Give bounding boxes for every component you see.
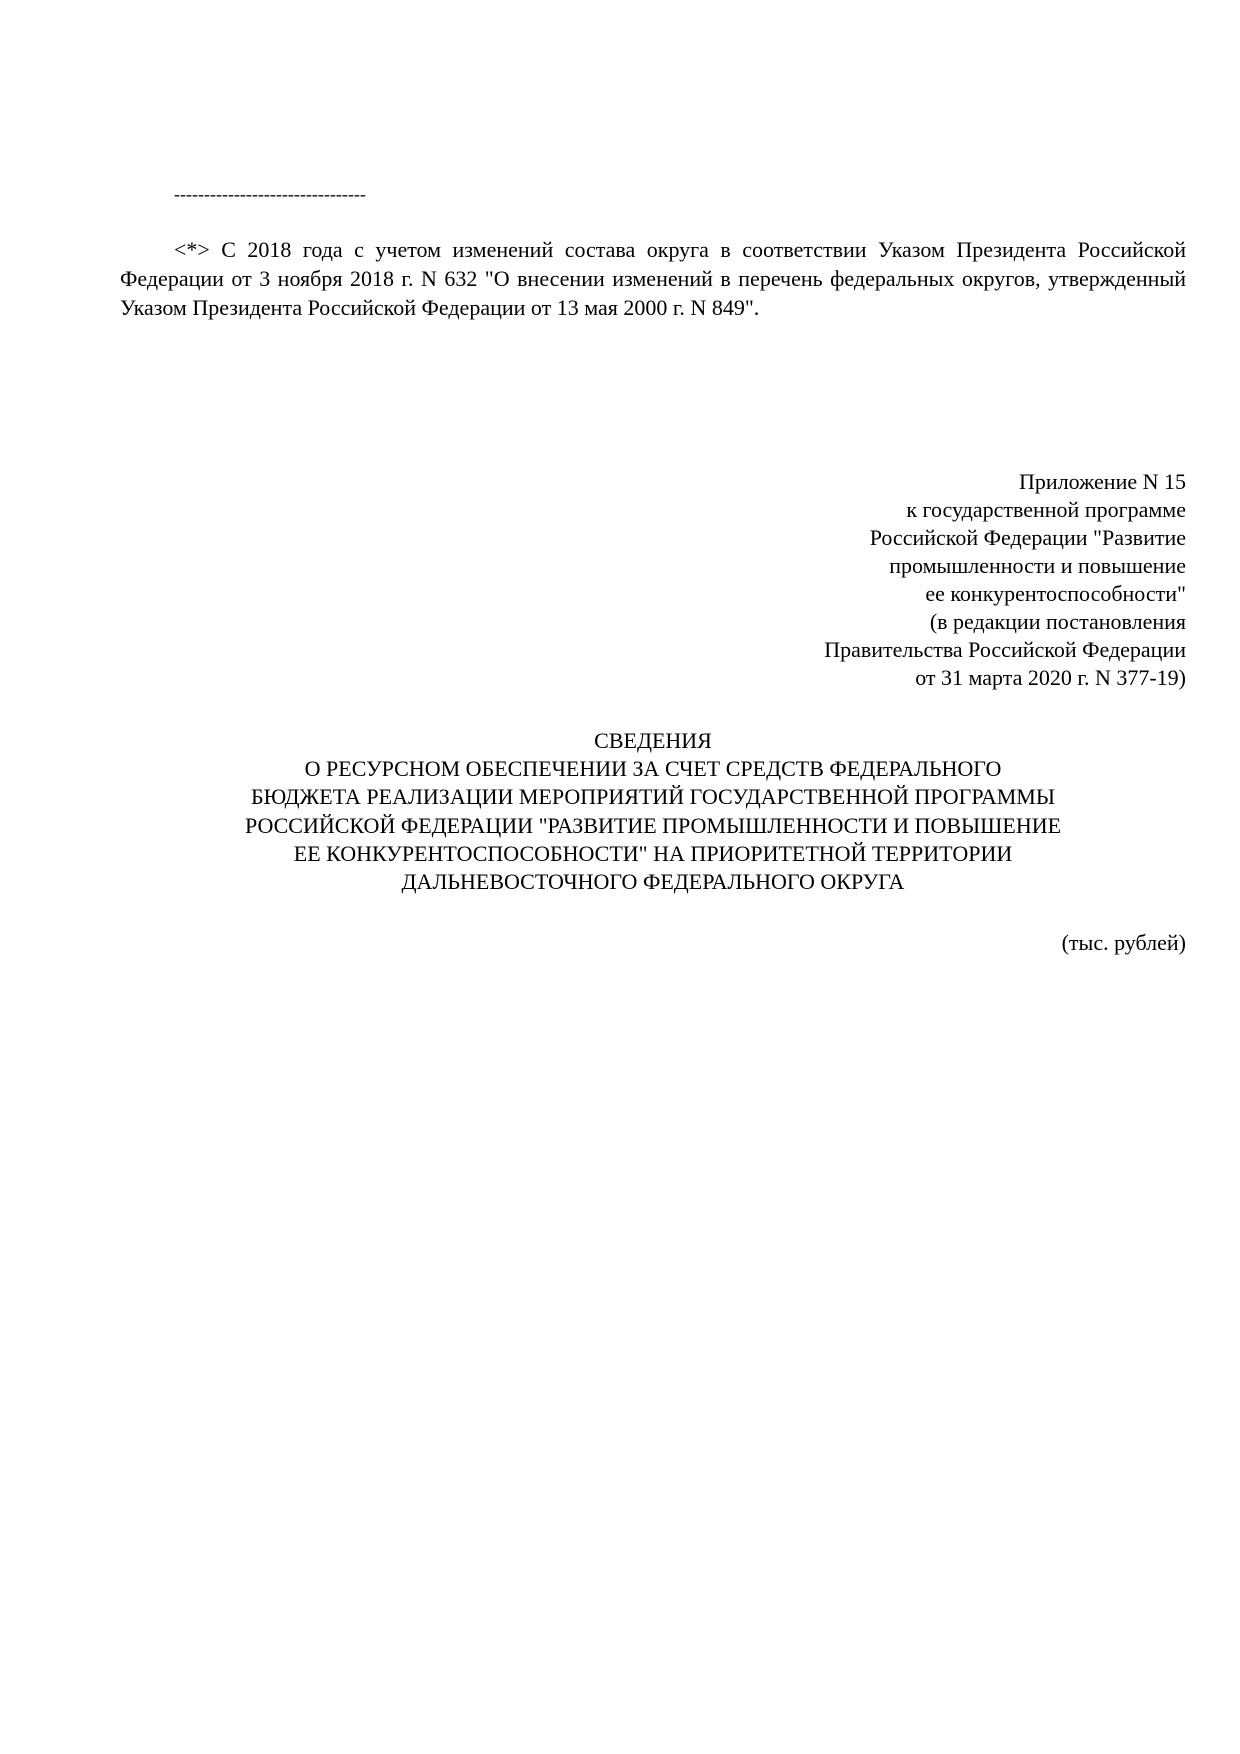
title-line: СВЕДЕНИЯ: [594, 728, 712, 753]
appendix-line: Российской Федерации "Развитие: [869, 525, 1186, 550]
title-line: ДАЛЬНЕВОСТОЧНОГО ФЕДЕРАЛЬНОГО ОКРУГА: [401, 869, 905, 895]
title-line: ЕЕ КОНКУРЕНТОСПОСОБНОСТИ" НА ПРИОРИТЕТНОЙ ТЕРРИТОРИИ: [293, 840, 1013, 866]
footnote-separator: --------------------------------: [174, 184, 366, 204]
footnote-text: <*> С 2018 года с учетом изменений состава округа в соответствии Указом Президента Российской Федерации от 3 ноября 2018 г. N 632 "О внесении изменений в перечень федеральных округов, утвержденный Указом Президента Российской Федерации от 13 мая 2000 г. N 849".: [120, 237, 1186, 320]
appendix-line: (в редакции постановления: [929, 609, 1186, 634]
title-line: О РЕСУРСНОМ ОБЕСПЕЧЕНИИ ЗА СЧЕТ СРЕДСТВ ФЕДЕРАЛЬНОГО: [304, 756, 1002, 782]
units-label: (тыс. рублей): [1061, 930, 1186, 955]
appendix-line: Правительства Российской Федерации: [824, 637, 1186, 662]
appendix-line: Приложение N 15: [1019, 469, 1186, 494]
appendix-line: к государственной программе: [906, 497, 1186, 522]
appendix-line: от 31 марта 2020 г. N 377-19): [915, 665, 1186, 690]
title-line: БЮДЖЕТА РЕАЛИЗАЦИИ МЕРОПРИЯТИЙ ГОСУДАРСТВЕННОЙ ПРОГРАММЫ: [250, 784, 1056, 810]
appendix-reference: [824, 468, 1186, 692]
appendix-line: промышленности и повышение: [889, 553, 1186, 578]
title-line: РОССИЙСКОЙ ФЕДЕРАЦИИ "РАЗВИТИЕ ПРОМЫШЛЕННОСТИ И ПОВЫШЕНИЕ: [244, 812, 1062, 838]
document-title: [120, 727, 1186, 896]
appendix-line: ее конкурентоспособности": [925, 581, 1186, 606]
